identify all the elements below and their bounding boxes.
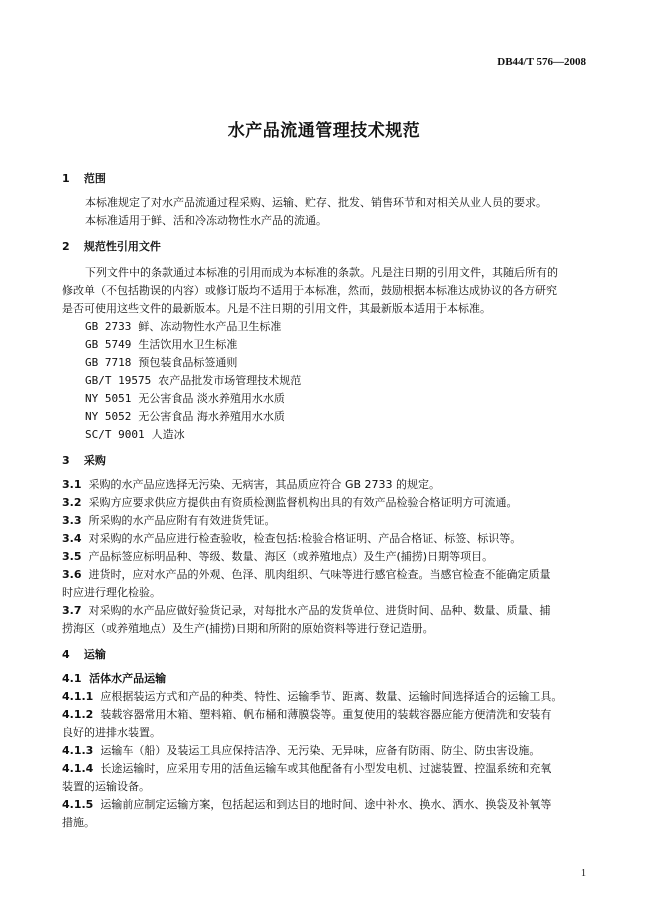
- clause-number: 3.6: [62, 568, 82, 581]
- clause: [62, 604, 551, 618]
- reference-item: [85, 428, 185, 442]
- reference-item: [85, 374, 301, 388]
- clause-cont: 措施。: [62, 816, 95, 829]
- reference-code: GB 7718: [85, 356, 132, 369]
- page-number: 1: [581, 868, 586, 879]
- paragraph-cont: 是否可使用这些文件的最新版本。凡是不注日期的引用文件，其最新版本适用于本标准。: [62, 302, 491, 315]
- clause-text: 装载容器常用木箱、塑料箱、帆布桶和薄膜袋等。重复使用的装载容器应能方便清洗和安装有: [100, 708, 552, 721]
- clause-cont: 捞海区（或养殖地点）及生产(捕捞)日期和所附的原始资料等进行登记造册。: [62, 622, 434, 635]
- section-number: 2: [62, 240, 70, 253]
- clause-text: 采购方应要求供应方提供由有资质检测监督机构出具的有效产品检验合格证明方可流通。: [88, 496, 518, 509]
- clause-cont: 装置的运输设备。: [62, 780, 150, 793]
- reference-item: [85, 392, 285, 406]
- clause-cont: 良好的进排水装置。: [62, 726, 161, 739]
- clause-number: 3.3: [62, 514, 82, 527]
- clause-number: 4.1.1: [62, 690, 94, 703]
- section-number: 1: [62, 172, 70, 185]
- clause-text: 所采购的水产品应附有有效进货凭证。: [88, 514, 276, 527]
- reference-code: GB 5749: [85, 338, 132, 351]
- clause-number: 3.2: [62, 496, 82, 509]
- clause-text: 产品标签应标明品种、等级、数量、海区（或养殖地点）及生产(捕捞)日期等项目。: [88, 550, 494, 563]
- reference-item: [85, 410, 285, 424]
- reference-name: 鲜、冻动物性水产品卫生标准: [138, 320, 282, 333]
- clause: [62, 514, 276, 528]
- clause-text: 进货时，应对水产品的外观、色泽、肌肉组织、气味等进行感官检查。当感官检查不能确定质量: [88, 568, 551, 581]
- clause-cont: 时应进行理化检验。: [62, 586, 161, 599]
- reference-name: 人造冰: [151, 428, 185, 441]
- reference-name: 农产品批发市场管理技术规范: [158, 374, 302, 387]
- reference-item: [85, 356, 237, 370]
- reference-code: NY 5051: [85, 392, 132, 405]
- reference-name: 无公害食品 淡水养殖用水水质: [138, 392, 285, 405]
- clause-number: 4.1.4: [62, 762, 94, 775]
- clause-text: 对采购的水产品应进行检查验收，检查包括:检验合格证明、产品合格证、标签、标识等。: [88, 532, 522, 545]
- clause-text: 应根据装运方式和产品的种类、特性、运输季节、距离、数量、运输时间选择适合的运输工具。: [100, 690, 563, 703]
- clause: [62, 532, 521, 546]
- clause-text: 采购的水产品应选择无污染、无病害，其品质应符合 GB 2733 的规定。: [88, 478, 441, 491]
- clause-number: 3.4: [62, 532, 82, 545]
- reference-code: GB/T 19575: [85, 374, 152, 387]
- section-title: 范围: [83, 172, 106, 185]
- reference-item: [85, 338, 237, 352]
- clause-number: 3.5: [62, 550, 82, 563]
- subsection-heading: [62, 672, 166, 686]
- reference-name: 生活饮用水卫生标准: [138, 338, 238, 351]
- clause-number: 3.7: [62, 604, 82, 617]
- doc-code: DB44/T 576—2008: [497, 56, 586, 68]
- reference-name: 无公害食品 海水养殖用水水质: [138, 410, 285, 423]
- clause: [62, 798, 551, 812]
- clause-text: 运输前应制定运输方案，包括起运和到达目的地时间、途中补水、换水、洒水、换袋及补氧等: [100, 798, 552, 811]
- reference-code: SC/T 9001: [85, 428, 145, 441]
- reference-code: NY 5052: [85, 410, 132, 423]
- reference-code: GB 2733: [85, 320, 132, 333]
- clause: [62, 550, 493, 564]
- clause: [62, 568, 551, 582]
- clause-number: 4.1.3: [62, 744, 94, 757]
- section-title: 采购: [83, 454, 106, 467]
- section-title: 运输: [83, 648, 106, 661]
- section-3-heading: [62, 454, 106, 468]
- section-1-heading: [62, 172, 106, 186]
- paragraph: 本标准适用于鲜、活和冷冻动物性水产品的流通。: [85, 214, 327, 227]
- paragraph: 本标准规定了对水产品流通过程采购、运输、贮存、批发、销售环节和对相关从业人员的要求。: [85, 196, 547, 209]
- paragraph: 下列文件中的条款通过本标准的引用而成为本标准的条款。凡是注日期的引用文件，其随后所有的: [85, 266, 558, 279]
- clause-text: 长途运输时，应采用专用的活鱼运输车或其他配备有小型发电机、过滤装置、控温系统和充氧: [100, 762, 552, 775]
- subsection-title: 活体水产品运输: [89, 672, 167, 685]
- clause: [62, 744, 540, 758]
- clause: [62, 478, 440, 492]
- clause-number: 3.1: [62, 478, 82, 491]
- section-number: 4: [62, 648, 70, 661]
- page-title: 水产品流通管理技术规范: [227, 121, 421, 141]
- clause-number: 4.1.5: [62, 798, 94, 811]
- clause-number: 4.1.2: [62, 708, 94, 721]
- clause: [62, 690, 562, 704]
- reference-name: 预包装食品标签通则: [138, 356, 238, 369]
- clause-text: 对采购的水产品应做好验货记录，对每批水产品的发货单位、进货时间、品种、数量、质量、捕: [88, 604, 551, 617]
- clause: [62, 496, 518, 510]
- section-2-heading: [62, 240, 161, 254]
- reference-item: [85, 320, 281, 334]
- clause: [62, 708, 551, 722]
- section-4-heading: [62, 648, 106, 662]
- clause-text: 运输车（船）及装运工具应保持洁净、无污染、无异味，应备有防雨、防尘、防虫害设施。: [100, 744, 541, 757]
- section-number: 3: [62, 454, 70, 467]
- subsection-number: 4.1: [62, 672, 82, 685]
- section-title: 规范性引用文件: [83, 240, 161, 253]
- clause: [62, 762, 551, 776]
- paragraph-cont: 修改单（不包括勘误的内容）或修订版均不适用于本标准，然而，鼓励根据本标准达成协议的各方研究: [62, 284, 557, 297]
